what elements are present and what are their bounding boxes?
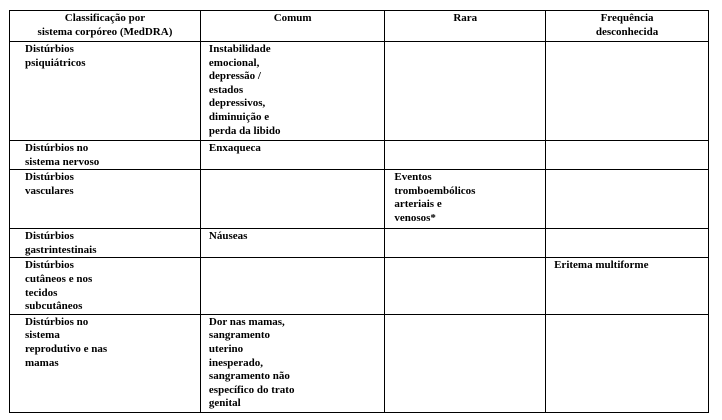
table-row xyxy=(10,170,709,229)
common-cell xyxy=(200,170,384,229)
unknown-frequency-cell: Eritema multiforme xyxy=(546,258,709,314)
common-cell: Enxaqueca xyxy=(200,141,384,170)
system-class-cell: Distúrbios no sistema reprodutivo e nas mamas xyxy=(10,314,201,412)
rare-cell xyxy=(385,314,546,412)
unknown-frequency-cell xyxy=(546,170,709,229)
rare-cell xyxy=(385,141,546,170)
unknown-frequency-cell xyxy=(546,314,709,412)
system-class-cell: Distúrbios no sistema nervoso xyxy=(10,141,201,170)
system-class-cell: Distúrbios psiquiátricos xyxy=(10,42,201,141)
common-cell: Náuseas xyxy=(200,229,384,258)
unknown-frequency-cell xyxy=(546,42,709,141)
unknown-frequency-cell xyxy=(546,141,709,170)
header-unknown-frequency: Frequência desconhecida xyxy=(546,11,709,42)
adverse-reactions-table xyxy=(9,10,709,413)
rare-cell xyxy=(385,229,546,258)
table-row xyxy=(10,42,709,141)
rare-cell xyxy=(385,258,546,314)
rare-cell xyxy=(385,42,546,141)
table-row xyxy=(10,229,709,258)
table-row xyxy=(10,141,709,170)
table-row xyxy=(10,314,709,412)
unknown-frequency-cell xyxy=(546,229,709,258)
rare-cell: Eventos tromboembólicos arteriais e venosos* xyxy=(385,170,546,229)
system-class-cell: Distúrbios cutâneos e nos tecidos subcutâneos xyxy=(10,258,201,314)
header-rare: Rara xyxy=(385,11,546,42)
table-header-row xyxy=(10,11,709,42)
table-row xyxy=(10,258,709,314)
header-common: Comum xyxy=(200,11,384,42)
header-system-class: Classificação por sistema corpóreo (MedDRA) xyxy=(10,11,201,42)
common-cell xyxy=(200,258,384,314)
common-cell: Instabilidade emocional, depressão / estados depressivos, diminuição e perda da libido xyxy=(200,42,384,141)
common-cell: Dor nas mamas, sangramento uterino inesperado, sangramento não específico do trato genital xyxy=(200,314,384,412)
system-class-cell: Distúrbios vasculares xyxy=(10,170,201,229)
system-class-cell: Distúrbios gastrintestinais xyxy=(10,229,201,258)
